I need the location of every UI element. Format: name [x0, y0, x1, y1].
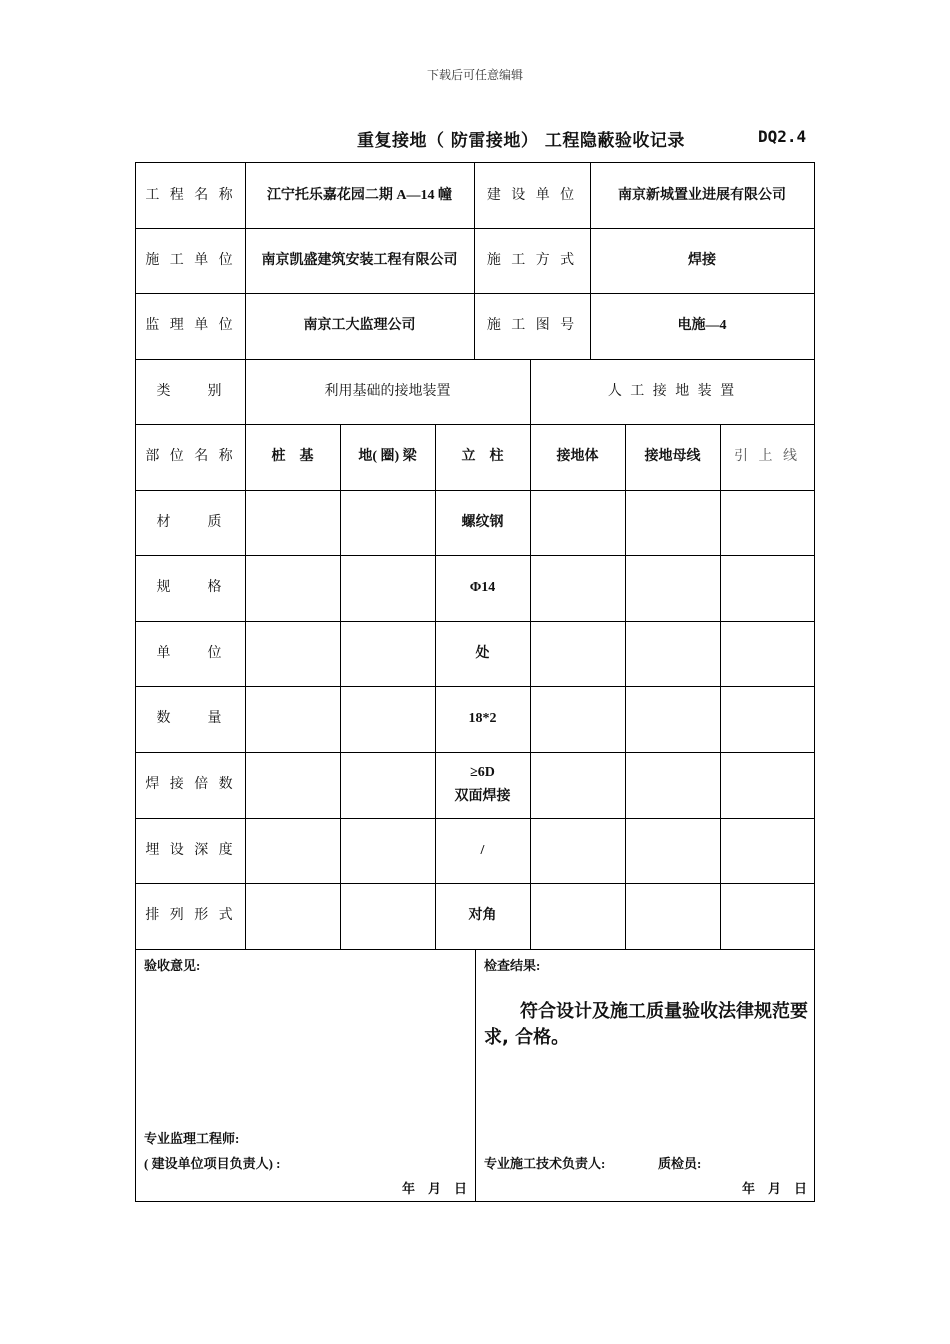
weld-multiple-value: ≥6D — [470, 765, 495, 781]
column-ground-body: 接地体 — [556, 449, 599, 465]
contractor-label: 施 工 单 位 — [145, 251, 236, 268]
document-code: DQ2.4 — [758, 127, 807, 146]
inspection-date: 年 月 日 — [742, 1181, 808, 1196]
download-note: 下载后可任意编辑 — [426, 68, 523, 82]
project-name-value: 江宁托乐嘉花园二期 A—14 幢 — [266, 187, 453, 203]
row-label-arrangement: 排 列 形 式 — [145, 907, 236, 924]
row-label-weld-multiple: 焊 接 倍 数 — [145, 776, 236, 793]
row-label-depth: 埋 设 深 度 — [145, 841, 236, 858]
row-value-unit: 处 — [475, 645, 490, 661]
technical-lead-label: 专业施工技术负责人: — [484, 1156, 606, 1171]
row-value-arrangement: 对角 — [468, 908, 497, 924]
drawing-value: 电施—4 — [677, 318, 727, 334]
column-column: 立 柱 — [461, 449, 504, 465]
inspection-form — [135, 162, 815, 1202]
owner-representative-label: ( 建设单位项目负责人) : — [144, 1156, 281, 1171]
owner-label: 建 设 单 位 — [486, 186, 578, 203]
column-ring-beam: 地( 圈) 梁 — [358, 449, 417, 465]
row-value-weld-multiple — [435, 752, 530, 818]
column-down-lead: 引 上 线 — [734, 448, 800, 465]
part-name-label: 部 位 名 称 — [145, 448, 236, 465]
category-label: 类 别 — [156, 382, 225, 399]
row-value-quantity: 18*2 — [468, 711, 497, 727]
row-value-material: 螺纹钢 — [461, 514, 504, 530]
column-pile: 桩 基 — [271, 449, 314, 465]
weld-type-value: 双面焊接 — [454, 789, 511, 804]
row-label-spec: 规 格 — [156, 579, 225, 596]
method-value: 焊接 — [688, 252, 716, 268]
category-foundation: 利用基础的接地装置 — [324, 382, 451, 399]
quality-inspector-label: 质检员: — [658, 1156, 702, 1171]
row-label-material: 材 质 — [156, 513, 225, 530]
inspection-result-label: 检查结果: — [484, 958, 541, 973]
supervising-engineer-label: 专业监理工程师: — [144, 1131, 240, 1146]
document-title: 重复接地（ 防雷接地） 工程隐蔽验收记录 — [357, 131, 685, 151]
acceptance-date: 年 月 日 — [402, 1181, 468, 1196]
row-label-quantity: 数 量 — [156, 710, 225, 727]
contractor-value: 南京凯盛建筑安装工程有限公司 — [261, 252, 458, 268]
drawing-label: 施 工 图 号 — [486, 317, 578, 334]
inspection-result-text: 符合设计及施工质量验收法律规范要求, 合格。 — [484, 1001, 808, 1049]
project-name-label: 工 程 名 称 — [145, 186, 236, 203]
row-label-unit: 单 位 — [156, 644, 225, 661]
acceptance-opinion-label: 验收意见: — [144, 958, 201, 973]
row-value-depth: / — [480, 842, 485, 858]
column-ground-bus: 接地母线 — [644, 449, 701, 465]
owner-value: 南京新城置业进展有限公司 — [618, 187, 786, 203]
supervisor-label: 监 理 单 位 — [145, 317, 236, 334]
row-value-spec: Φ14 — [469, 580, 496, 596]
supervisor-value: 南京工大监理公司 — [303, 318, 416, 334]
method-label: 施 工 方 式 — [486, 251, 578, 268]
category-artificial: 人 工 接 地 装 置 — [607, 382, 737, 399]
